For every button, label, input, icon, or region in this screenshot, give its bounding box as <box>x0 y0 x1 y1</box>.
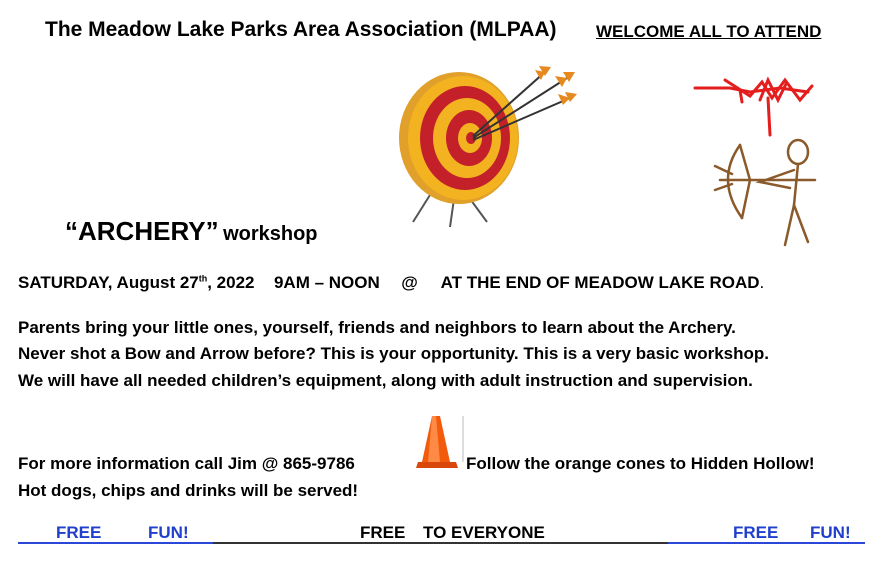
event-year: , 2022 <box>207 273 255 292</box>
footer-fun-right: FUN! <box>810 523 851 542</box>
workshop-title-main: “ARCHERY” <box>65 216 219 246</box>
footer-free-center: FREE <box>360 523 406 542</box>
description-line-3: We will have all needed children’s equipment, along with adult instruction and supervision. <box>18 371 753 390</box>
archery-target-icon <box>395 62 585 232</box>
event-date: SATURDAY, August 27 <box>18 273 199 292</box>
workshop-title <box>65 216 318 247</box>
event-details <box>18 273 764 293</box>
event-time: 9AM – NOON <box>273 273 380 292</box>
food-info: Hot dogs, chips and drinks will be served! <box>18 481 359 500</box>
directions-text: Follow the orange cones to Hidden Hollow! <box>466 454 815 473</box>
traffic-cone-icon <box>416 412 466 472</box>
footer-bar <box>18 520 865 544</box>
description-line-1: Parents bring your little ones, yourself, friends and neighbors to learn about the Archery. <box>18 318 736 337</box>
org-title: The Meadow Lake Parks Area Association (MLPAA) <box>45 18 557 41</box>
footer-to-everyone: TO EVERYONE <box>423 523 545 542</box>
footer-free-left: FREE <box>56 523 102 542</box>
footer-free-right: FREE <box>733 523 779 542</box>
event-at-symbol: @ <box>401 273 418 292</box>
welcome-banner: WELCOME ALL TO ATTEND <box>596 22 822 41</box>
archer-drawing-icon <box>690 70 825 250</box>
event-location: AT THE END OF MEADOW LAKE ROAD <box>440 273 760 292</box>
event-date-suffix: th <box>198 273 208 284</box>
event-end-punct: . <box>759 273 765 292</box>
info-contact: For more information call Jim @ 865-9786 <box>18 454 355 473</box>
description-line-2: Never shot a Bow and Arrow before? This is your opportunity. This is a very basic workshop. <box>18 344 769 363</box>
footer-fun-left: FUN! <box>148 523 189 542</box>
workshop-title-suffix: workshop <box>223 223 318 245</box>
